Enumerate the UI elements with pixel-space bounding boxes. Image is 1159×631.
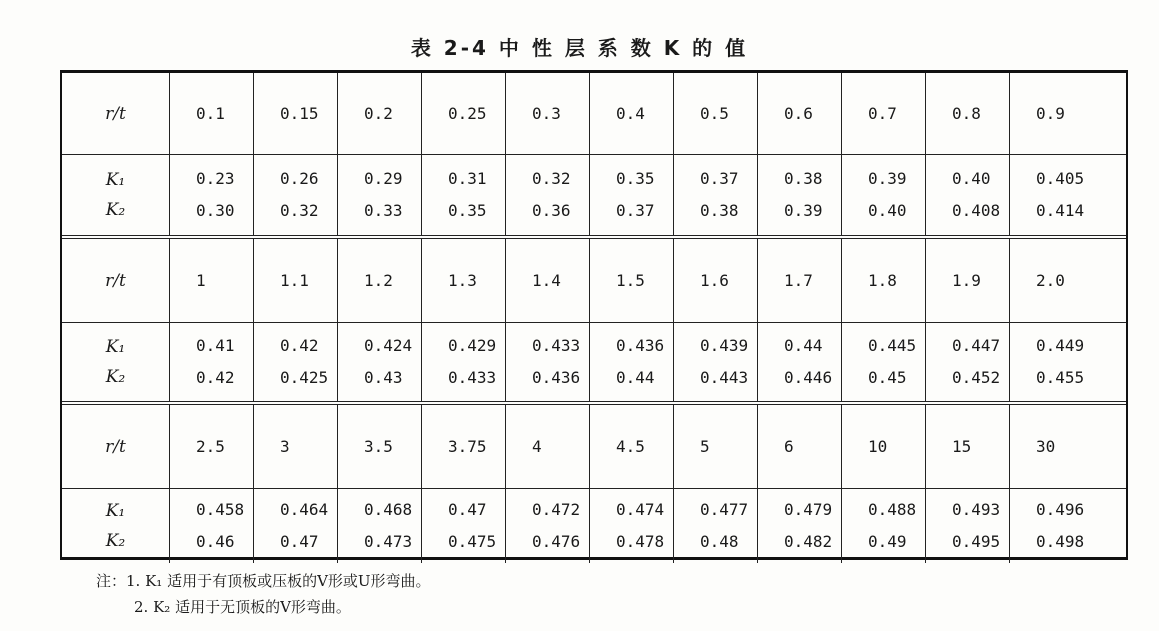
- k2-value: 0.36: [532, 201, 571, 220]
- k2-value: 0.48: [700, 532, 739, 551]
- rt-value-cell: 5: [674, 405, 758, 488]
- k1-value: 0.32: [532, 169, 571, 188]
- note-2: 2. K₂ 适用于无顶板的V形弯曲。: [134, 598, 351, 616]
- k1-value: 0.429: [448, 336, 497, 355]
- rt-value-cell: 0.1: [170, 73, 254, 154]
- k1-value: 0.449: [1036, 336, 1085, 355]
- k-value-cell: [674, 155, 758, 235]
- k-value-cell: [842, 489, 926, 563]
- table-notes: [96, 568, 431, 620]
- rt-value-cell: 0.6: [758, 73, 842, 154]
- k1-label: K₁: [105, 337, 126, 357]
- k-value-cell: [170, 155, 254, 235]
- rt-value-cell: 0.8: [926, 73, 1010, 154]
- k2-value: 0.43: [364, 368, 403, 387]
- k1-value: 0.447: [952, 336, 1001, 355]
- rt-row: [62, 239, 1126, 323]
- rt-value-cell: 1.3: [422, 239, 506, 322]
- k2-label: K₂: [105, 367, 126, 387]
- k1-value: 0.474: [616, 500, 665, 519]
- k2-value: 0.33: [364, 201, 403, 220]
- rt-value-cell: 1.7: [758, 239, 842, 322]
- k1-value: 0.436: [616, 336, 665, 355]
- k2-value: 0.443: [700, 368, 749, 387]
- k2-value: 0.49: [868, 532, 907, 551]
- rt-label: r/t: [62, 239, 170, 322]
- k2-value: 0.45: [868, 368, 907, 387]
- k-value-cell: [590, 489, 674, 563]
- k1-value: 0.439: [700, 336, 749, 355]
- k-value-cell: [254, 323, 338, 401]
- k2-label: K₂: [105, 200, 126, 220]
- k1-value: 0.433: [532, 336, 581, 355]
- rt-value-cell: 30: [1036, 437, 1056, 456]
- rt-value-cell: 4: [506, 405, 590, 488]
- k1-value: 0.44: [784, 336, 823, 355]
- k2-value: 0.47: [280, 532, 319, 551]
- k-value-cell: [422, 155, 506, 235]
- k2-value: 0.482: [784, 532, 833, 551]
- k1-value: 0.42: [280, 336, 319, 355]
- rt-value-cell: 0.4: [590, 73, 674, 154]
- k-value-table: [60, 70, 1128, 560]
- rt-value-cell: 0.9: [1036, 104, 1065, 123]
- k2-value: 0.452: [952, 368, 1001, 387]
- k1-label: K₁: [105, 170, 126, 190]
- rt-value-cell: 1.9: [926, 239, 1010, 322]
- k-value-cell: [590, 323, 674, 401]
- k1-value: 0.464: [280, 500, 329, 519]
- rt-row: [62, 73, 1126, 155]
- rt-value-cell: 15: [926, 405, 1010, 488]
- k1-value: 0.40: [952, 169, 991, 188]
- k-row: [62, 155, 1126, 239]
- k2-value: 0.436: [532, 368, 581, 387]
- k-row: [62, 323, 1126, 405]
- k-value-cell: [926, 323, 1010, 401]
- k1-value: 0.41: [196, 336, 235, 355]
- k-value-cell: [254, 155, 338, 235]
- k1-value: 0.23: [196, 169, 235, 188]
- k2-value: 0.475: [448, 532, 497, 551]
- rt-value-cell: 3.5: [338, 405, 422, 488]
- k2-value: 0.425: [280, 368, 329, 387]
- k1-value: 0.496: [1036, 500, 1085, 519]
- k1-value: 0.37: [700, 169, 739, 188]
- k2-value: 0.446: [784, 368, 833, 387]
- k-value-cell: [506, 155, 590, 235]
- k1-value: 0.405: [1036, 169, 1085, 188]
- rt-value-cell: 2.5: [170, 405, 254, 488]
- k-value-cell: [170, 323, 254, 401]
- k-value-cell: [758, 155, 842, 235]
- k1-value: 0.35: [616, 169, 655, 188]
- k-label-cell: [62, 489, 170, 563]
- k-value-cell: [1010, 155, 1122, 235]
- k1-value: 0.39: [868, 169, 907, 188]
- rt-value-cell: 4.5: [590, 405, 674, 488]
- k2-value: 0.38: [700, 201, 739, 220]
- k2-value: 0.44: [616, 368, 655, 387]
- k-value-cell: [338, 155, 422, 235]
- k1-value: 0.488: [868, 500, 917, 519]
- k2-value: 0.32: [280, 201, 319, 220]
- k1-value: 0.468: [364, 500, 413, 519]
- k2-value: 0.42: [196, 368, 235, 387]
- rt-value-cell: 1.4: [506, 239, 590, 322]
- k1-value: 0.29: [364, 169, 403, 188]
- rt-value-cell: 1: [170, 239, 254, 322]
- rt-value-cell: 2.0: [1036, 271, 1065, 290]
- k2-value: 0.37: [616, 201, 655, 220]
- k2-value: 0.30: [196, 201, 235, 220]
- rt-label: r/t: [62, 405, 170, 488]
- k1-value: 0.479: [784, 500, 833, 519]
- rt-value-cell: 0.15: [254, 73, 338, 154]
- k1-value: 0.472: [532, 500, 581, 519]
- k-label-cell: [62, 155, 170, 235]
- rt-value-cell: 10: [842, 405, 926, 488]
- k-value-cell: [926, 489, 1010, 563]
- rt-value-cell: 6: [758, 405, 842, 488]
- rt-label: r/t: [62, 73, 170, 154]
- k1-value: 0.477: [700, 500, 749, 519]
- note-1: 注：1. K₁ 适用于有顶板或压板的V形或U形弯曲。: [96, 572, 431, 590]
- k1-value: 0.38: [784, 169, 823, 188]
- k1-value: 0.31: [448, 169, 487, 188]
- k2-value: 0.495: [952, 532, 1001, 551]
- k1-value: 0.47: [448, 500, 487, 519]
- k-value-cell: [674, 323, 758, 401]
- k1-value: 0.445: [868, 336, 917, 355]
- k2-value: 0.498: [1036, 532, 1085, 551]
- k2-value: 0.46: [196, 532, 235, 551]
- rt-value-cell: 1.5: [590, 239, 674, 322]
- k2-value: 0.39: [784, 201, 823, 220]
- k2-value: 0.35: [448, 201, 487, 220]
- k-row: [62, 489, 1126, 563]
- k-value-cell: [758, 323, 842, 401]
- k-value-cell: [506, 489, 590, 563]
- k-value-cell: [758, 489, 842, 563]
- k2-value: 0.478: [616, 532, 665, 551]
- k2-label: K₂: [105, 531, 126, 551]
- k1-label: K₁: [105, 501, 126, 521]
- rt-value-cell: 0.5: [674, 73, 758, 154]
- k-value-cell: [1010, 489, 1122, 563]
- rt-value-cell: 1.1: [254, 239, 338, 322]
- k2-value: 0.455: [1036, 368, 1085, 387]
- k2-value: 0.414: [1036, 201, 1085, 220]
- rt-value-cell: 0.7: [842, 73, 926, 154]
- rt-value-cell: 3.75: [422, 405, 506, 488]
- k-value-cell: [338, 323, 422, 401]
- k1-value: 0.424: [364, 336, 413, 355]
- k-value-cell: [422, 489, 506, 563]
- rt-value-cell: 0.2: [338, 73, 422, 154]
- k2-value: 0.473: [364, 532, 413, 551]
- k-value-cell: [422, 323, 506, 401]
- rt-value-cell: 1.2: [338, 239, 422, 322]
- k-value-cell: [338, 489, 422, 563]
- k1-value: 0.493: [952, 500, 1001, 519]
- k-value-cell: [842, 155, 926, 235]
- k-value-cell: [926, 155, 1010, 235]
- k-value-cell: [506, 323, 590, 401]
- rt-row: [62, 405, 1126, 489]
- table-title: 表 2-4 中 性 层 系 数 K 的 值: [410, 36, 749, 60]
- rt-value-cell: 0.3: [506, 73, 590, 154]
- rt-value-cell: 3: [254, 405, 338, 488]
- k2-value: 0.476: [532, 532, 581, 551]
- k-value-cell: [1010, 323, 1122, 401]
- rt-value-cell: 1.8: [842, 239, 926, 322]
- k-value-cell: [590, 155, 674, 235]
- k2-value: 0.408: [952, 201, 1001, 220]
- k2-value: 0.40: [868, 201, 907, 220]
- k1-value: 0.26: [280, 169, 319, 188]
- k1-value: 0.458: [196, 500, 245, 519]
- rt-value-cell: 0.25: [422, 73, 506, 154]
- k2-value: 0.433: [448, 368, 497, 387]
- k-value-cell: [674, 489, 758, 563]
- k-value-cell: [254, 489, 338, 563]
- k-value-cell: [842, 323, 926, 401]
- rt-value-cell: 1.6: [674, 239, 758, 322]
- k-value-cell: [170, 489, 254, 563]
- k-label-cell: [62, 323, 170, 401]
